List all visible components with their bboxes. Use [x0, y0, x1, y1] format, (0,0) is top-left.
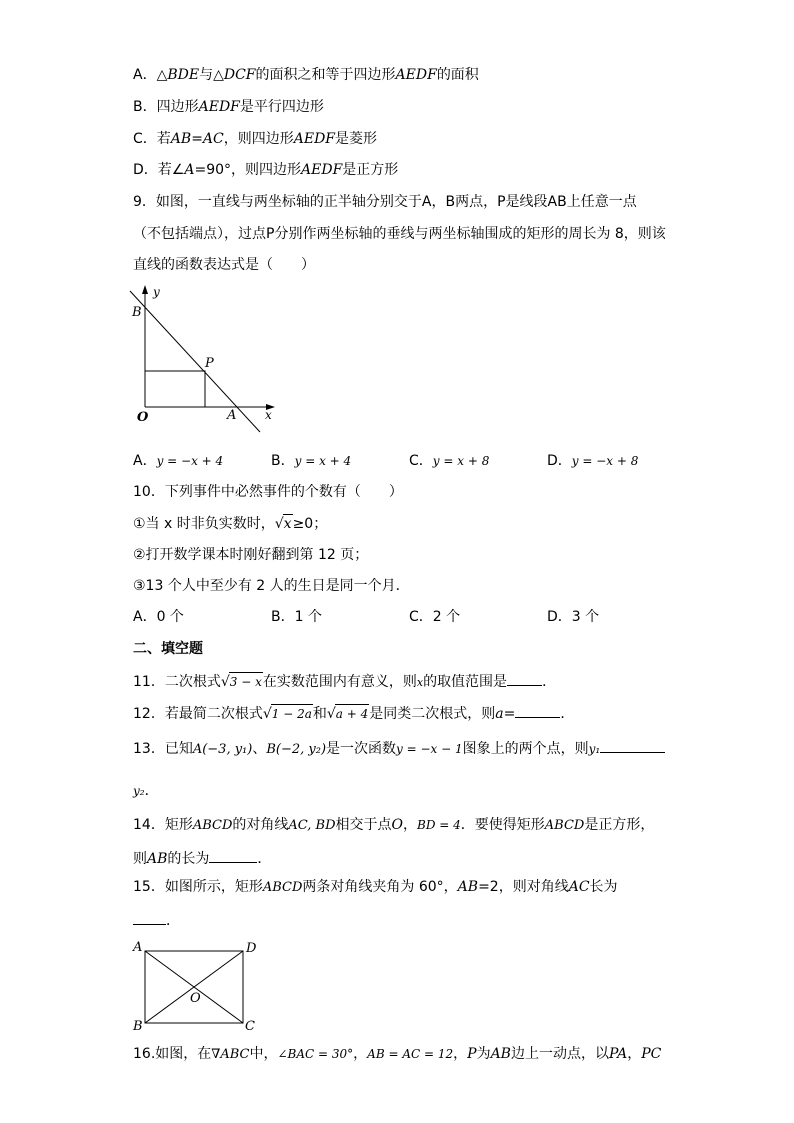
math-term: A — [184, 162, 195, 178]
text-segment: 为 — [476, 1046, 491, 1062]
text-segment: 是正方形 — [342, 162, 399, 178]
q9-option-d — [547, 452, 638, 470]
math-term: PC — [641, 1046, 662, 1062]
text-segment: 13．已知 — [133, 741, 193, 757]
math-term: P — [467, 1046, 477, 1062]
sqrt-symbol: √ — [262, 706, 272, 722]
q15-line2 — [133, 910, 180, 930]
text-segment: 是菱形 — [335, 131, 378, 147]
option-label: C．若 — [133, 131, 171, 147]
math-term: y = −x − 1 — [396, 742, 463, 756]
q10-stem: 10．下列事件中必然事件的个数有（ ） — [133, 484, 403, 500]
text-segment: ． — [560, 706, 575, 722]
radicand: 1 − 2a — [271, 704, 313, 723]
y-axis-arrow — [142, 285, 148, 294]
text-segment: ．要使得矩形 — [460, 817, 545, 833]
text-segment: 的对角线 — [232, 817, 289, 833]
q10-option-a: A．0 个 — [133, 609, 184, 625]
math-term: BD = 4 — [417, 818, 461, 832]
label-A: A — [133, 940, 143, 955]
text-segment: ． — [144, 783, 159, 799]
math-term: AC — [202, 131, 224, 147]
line-ab — [130, 291, 260, 432]
text-segment: ． — [257, 851, 272, 867]
answer-blank[interactable] — [133, 910, 166, 925]
math-term: ∇ABC — [211, 1047, 250, 1062]
option-label: A． — [133, 453, 157, 469]
q13 — [133, 738, 665, 759]
option-label: B．四边形 — [133, 99, 199, 115]
q9-option-c — [409, 452, 489, 470]
text-segment: 16.如图，在 — [133, 1046, 212, 1062]
text-segment: 12．若最简二次根式 — [133, 706, 263, 722]
math-term: O — [391, 817, 403, 833]
q9-stem-line3: 直线的函数表达式是（ ） — [133, 257, 315, 273]
text-segment: 是同类二次根式，则 — [369, 706, 496, 722]
q10-item-3: ③13 个人中至少有 2 人的生日是同一个月． — [133, 578, 410, 594]
option-expr: y = x + 4 — [294, 454, 352, 468]
text-segment: 11．二次根式 — [133, 674, 221, 690]
option-expr: y = −x + 4 — [156, 454, 224, 468]
text-segment: 边上一动点，以 — [510, 1046, 609, 1062]
text-segment: 两条对角线夹角为 60°， — [302, 879, 458, 895]
label-A: A — [227, 408, 237, 423]
q15-figure — [128, 936, 268, 1036]
text-segment: 的长为 — [167, 851, 210, 867]
option-label: A． — [133, 67, 157, 83]
q14-line2 — [133, 848, 271, 868]
math-term: ABCD — [192, 818, 233, 833]
text-segment: ， — [627, 1046, 642, 1062]
math-term: BDE — [167, 67, 200, 83]
label-B: B — [132, 305, 142, 320]
option-expr: y = −x + 8 — [571, 454, 639, 468]
math-term: AB — [490, 1046, 511, 1062]
q12 — [133, 703, 574, 723]
q9-stem-line1: 9．如图，一直线与两坐标轴的正半轴分别交于A，B两点，P是线段AB上任意一点 — [133, 194, 637, 210]
math-term: AB = AC = 12 — [367, 1047, 454, 1061]
text-segment: ≥0； — [292, 516, 328, 532]
label-P: P — [205, 356, 214, 371]
label-O: O — [190, 991, 201, 1006]
option-expr: y = x + 8 — [432, 454, 490, 468]
math-term: y₁ — [588, 742, 601, 756]
option-label: D．若∠ — [133, 162, 185, 178]
text-segment: =90°，则四边形 — [194, 162, 302, 178]
math-term: AC — [568, 879, 590, 895]
q9-figure — [125, 282, 285, 437]
label-D: D — [246, 941, 257, 956]
q9-stem-line2: （不包括端点），过点P分别作两坐标轴的垂线与两坐标轴围成的矩形的周长为 8，则该 — [133, 226, 666, 242]
math-term: A(−3, y₁) — [192, 742, 253, 757]
math-term: AEDF — [198, 99, 240, 115]
text-segment: 与△ — [199, 67, 224, 83]
answer-blank[interactable] — [507, 671, 542, 686]
text-segment: ． — [166, 913, 180, 929]
text-segment: =2，则对角线 — [478, 879, 569, 895]
sqrt-symbol: √ — [326, 706, 336, 722]
text-segment: 是正方形， — [584, 817, 655, 833]
math-term: AB — [457, 879, 479, 895]
text-segment: = — [503, 706, 516, 722]
q8-option-d — [133, 161, 398, 179]
text-segment: ， — [353, 1046, 368, 1062]
math-term: ABCD — [544, 818, 585, 833]
q10-item-2: ②打开数学课本时刚好翻到第 12 页； — [133, 547, 369, 563]
q8-option-a — [133, 66, 479, 84]
q16-line1 — [133, 1045, 661, 1064]
q9-option-a — [133, 452, 223, 470]
option-label: C． — [409, 453, 433, 469]
math-term: PA — [608, 1046, 628, 1062]
math-term: ∠BAC = 30° — [277, 1047, 354, 1061]
sqrt-symbol: √ — [220, 674, 230, 690]
text-segment: 是一次函数 — [326, 741, 397, 757]
radicand: a + 4 — [335, 704, 369, 723]
math-term: x — [416, 676, 424, 689]
text-segment: 长为 — [589, 879, 618, 895]
text-segment: 15．如图所示，矩形 — [133, 879, 263, 895]
q10-option-d: D．3 个 — [547, 609, 600, 625]
q11 — [133, 671, 556, 692]
math-term: B(−2, y₂) — [266, 742, 327, 757]
text-segment: ， — [453, 1046, 468, 1062]
answer-blank[interactable] — [209, 848, 257, 863]
label-O: O — [137, 410, 149, 425]
math-term: AB — [170, 131, 192, 147]
section-title: 二、填空题 — [133, 641, 203, 657]
math-term: AC, BD — [288, 818, 336, 833]
text-segment: 在实数范围内有意义，则 — [262, 674, 417, 690]
text-segment: 14．矩形 — [133, 817, 193, 833]
triangle-symbol: △ — [156, 67, 168, 83]
text-segment: ①当 x 时非负实数时， — [133, 516, 275, 532]
math-term: DCF — [223, 67, 256, 83]
math-term: AB — [147, 851, 168, 867]
option-label: D． — [547, 453, 572, 469]
text-segment: ， — [403, 817, 417, 833]
math-term: y₂ — [133, 784, 145, 798]
radicand: x — [283, 516, 292, 532]
text-segment: = — [191, 131, 203, 147]
text-segment: ，则四边形 — [223, 131, 294, 147]
math-term: AEDF — [301, 162, 343, 178]
text-segment: 相交于点 — [335, 817, 392, 833]
rectangle-op — [145, 371, 205, 407]
q14-line1 — [133, 816, 654, 835]
text-segment: ． — [542, 674, 557, 690]
text-segment: 是平行四边形 — [239, 99, 324, 115]
text-segment: 和 — [312, 706, 327, 722]
text-segment: 则 — [133, 851, 147, 867]
text-segment: 的取值范围是 — [423, 674, 508, 690]
q8-option-c — [133, 130, 377, 148]
label-C: C — [245, 1019, 255, 1034]
answer-blank[interactable] — [515, 703, 560, 718]
q10-option-c: C．2 个 — [409, 609, 461, 625]
math-term: AEDF — [293, 131, 336, 147]
q15-line1 — [133, 878, 618, 897]
text-segment: 图象上的两个点，则 — [462, 741, 589, 757]
text-segment: 、 — [252, 741, 267, 757]
radicand: 3 − x — [229, 672, 263, 691]
text-segment: 中， — [249, 1046, 278, 1062]
q8-option-b — [133, 98, 324, 116]
q10-item-1 — [133, 514, 327, 533]
q9-option-b — [271, 452, 351, 470]
label-y: y — [153, 285, 160, 299]
q10-option-b: B．1 个 — [271, 609, 322, 625]
text-segment: 的面积之和等于四边形 — [255, 67, 396, 83]
sqrt-symbol: √ — [274, 516, 284, 532]
math-term: a — [495, 706, 504, 722]
label-x: x — [265, 408, 272, 422]
math-term: AEDF — [395, 67, 437, 83]
label-B: B — [133, 1019, 143, 1034]
option-label: B． — [271, 453, 295, 469]
answer-blank[interactable] — [600, 738, 665, 753]
math-term: ABCD — [262, 880, 303, 895]
q13-line2 — [133, 782, 159, 800]
text-segment: 的面积 — [436, 67, 479, 83]
